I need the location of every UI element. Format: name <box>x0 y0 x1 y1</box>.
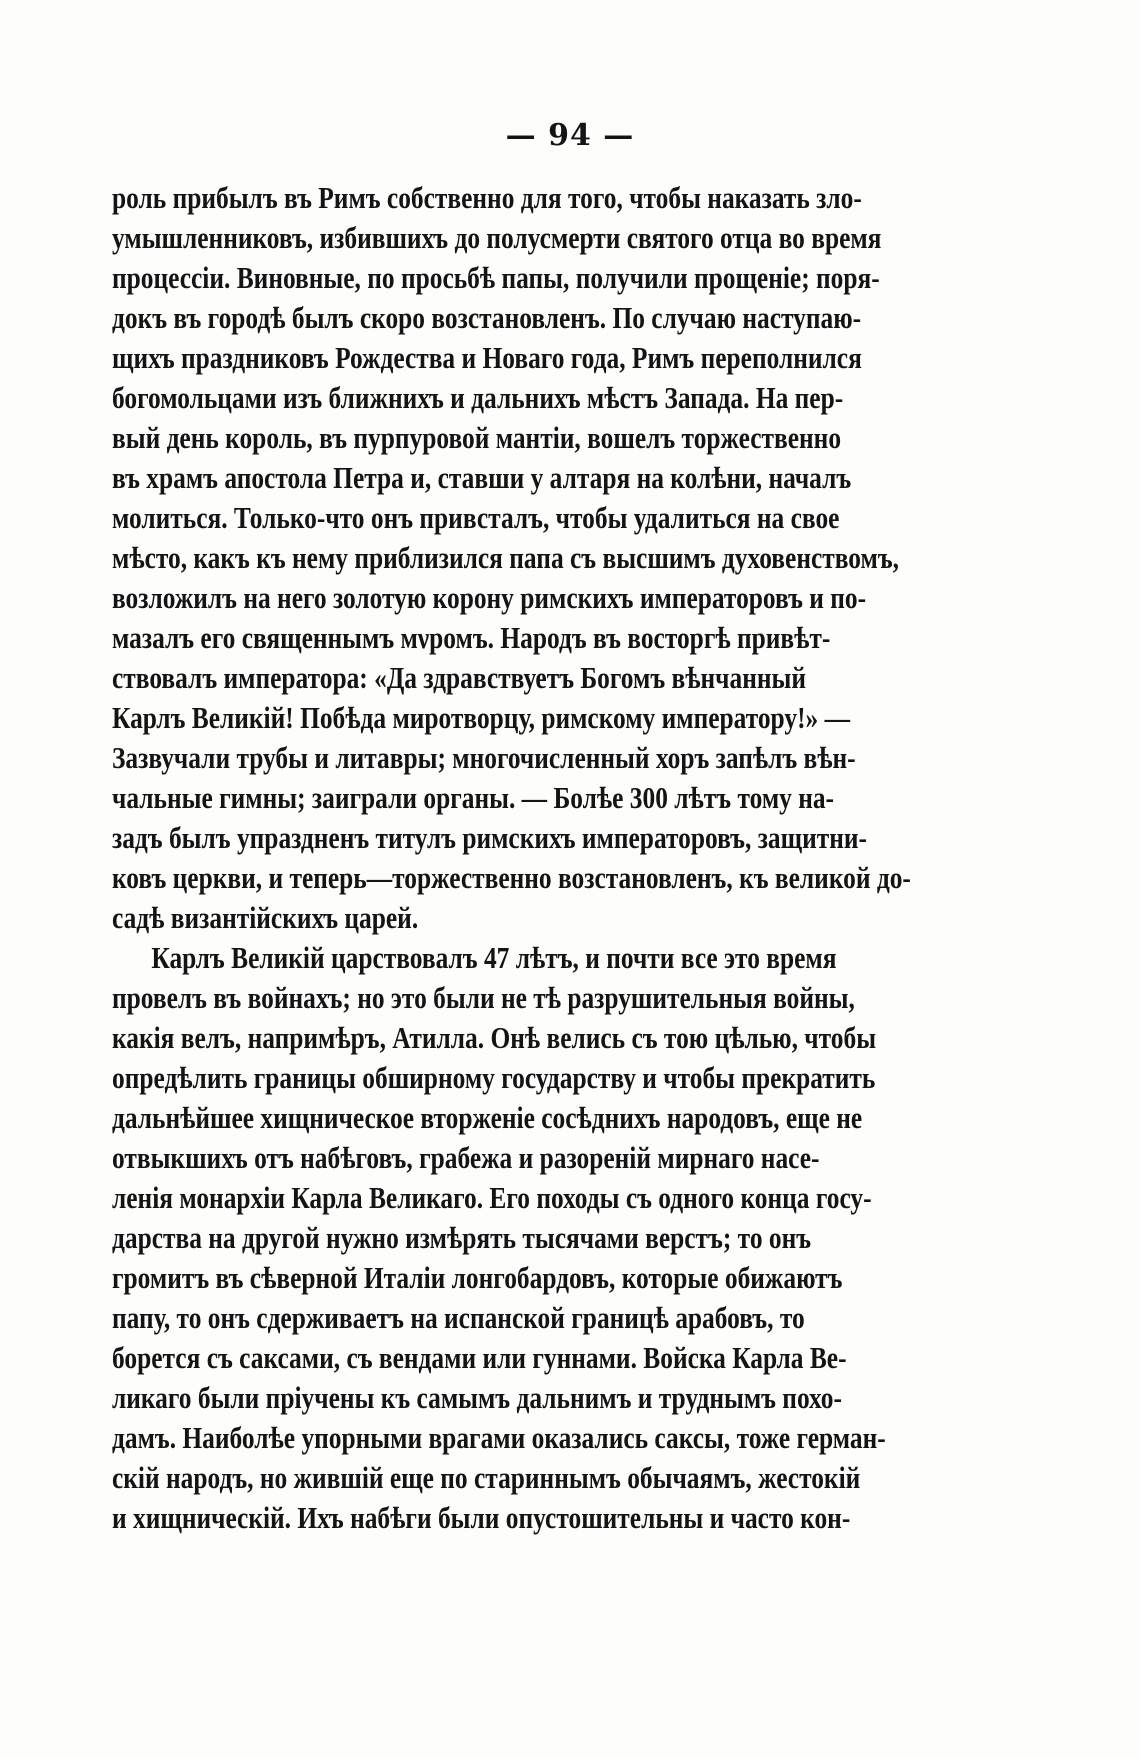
text-line: ликаго были пріучены къ самымъ дальнимъ и труднымъ похо- <box>112 1380 842 1415</box>
text-line: докъ въ городѣ былъ скоро возстановленъ. По случаю наступаю- <box>112 300 862 335</box>
text-line: возложилъ на него золотую корону римскихъ императоровъ и по- <box>112 580 867 615</box>
text-line: умышленниковъ, избившихъ до полусмерти святого отца во время <box>112 220 882 255</box>
text-line: скій народъ, но жившій еще по стариннымъ обычаямъ, жестокій <box>112 1460 861 1495</box>
text-line: громитъ въ сѣверной Италіи лонгобардовъ, которые обижаютъ <box>112 1260 843 1295</box>
text-line: ствовалъ императора: «Да здравствуетъ Богомъ вѣнчанный <box>112 660 806 695</box>
text-line: борется съ саксами, съ вендами или гуннами. Войска Карла Ве- <box>112 1340 847 1375</box>
text-line: садѣ византійскихъ царей. <box>112 900 419 935</box>
text-line: мѣсто, какъ къ нему приблизился папа съ высшимъ духовенствомъ, <box>112 540 900 575</box>
text-line: дамъ. Наиболѣе упорными врагами оказались саксы, тоже герман- <box>112 1420 886 1455</box>
text-line: щихъ праздниковъ Рождества и Новаго года, Римъ переполнился <box>112 340 862 375</box>
text-line: ковъ церкви, и теперь—торжественно возстановленъ, къ великой до- <box>112 860 911 895</box>
paragraph-first-line: Карлъ Великій царствовалъ 47 лѣтъ, и почти все это время <box>151 940 837 975</box>
text-line: Зазвучали трубы и литавры; многочисленный хоръ запѣлъ вѣн- <box>112 740 856 775</box>
text-line: молиться. Только-что онъ привсталъ, чтобы удалиться на свое <box>112 500 840 535</box>
text-line: какія велъ, напримѣръ, Атилла. Онѣ велись съ тою цѣлью, чтобы <box>112 1020 877 1055</box>
text-line: вый день король, въ пурпуровой мантіи, вошелъ торжественно <box>112 420 842 455</box>
text-line: дарства на другой нужно измѣрять тысячами верстъ; то онъ <box>112 1220 812 1255</box>
text-line: чальные гимны; заиграли органы. — Болѣе 300 лѣтъ тому на- <box>112 780 835 815</box>
text-line: роль прибылъ въ Римъ собственно для того, чтобы наказать зло- <box>112 180 862 215</box>
text-line: въ храмъ апостола Петра и, ставши у алтаря на колѣни, началъ <box>112 460 852 495</box>
text-line: процессіи. Виновные, по просьбѣ папы, получили прощеніе; поря- <box>112 260 880 295</box>
text-line: и хищническій. Ихъ набѣги были опустошительны и часто кон- <box>112 1500 851 1535</box>
text-line: провелъ въ войнахъ; но это были не тѣ разрушительныя войны, <box>112 980 855 1015</box>
text-line: дальнѣйшее хищническое вторженіе сосѣднихъ народовъ, еще не <box>112 1100 863 1135</box>
text-line: отвыкшихъ отъ набѣговъ, грабежа и разореній мирнаго насе- <box>112 1140 820 1175</box>
text-line: богомольцами изъ ближнихъ и дальнихъ мѣстъ Запада. На пер- <box>112 380 844 415</box>
text-line: ленія монархіи Карла Великаго. Его походы съ одного конца госу- <box>112 1180 872 1215</box>
text-line: задъ былъ упраздненъ титулъ римскихъ императоровъ, защитни- <box>112 820 867 855</box>
text-line: Карлъ Великій! Побѣда миротворцу, римскому императору!» — <box>112 700 851 735</box>
page-number: — 94 — <box>505 118 635 153</box>
text-line: мазалъ его священнымъ мνромъ. Народъ въ восторгѣ привѣт- <box>112 620 831 655</box>
text-line: папу, то онъ сдерживаетъ на испанской границѣ арабовъ, то <box>112 1300 805 1335</box>
body-text <box>112 178 1030 1538</box>
text-line: опредѣлить границы обширному государству и чтобы прекратить <box>112 1060 876 1095</box>
